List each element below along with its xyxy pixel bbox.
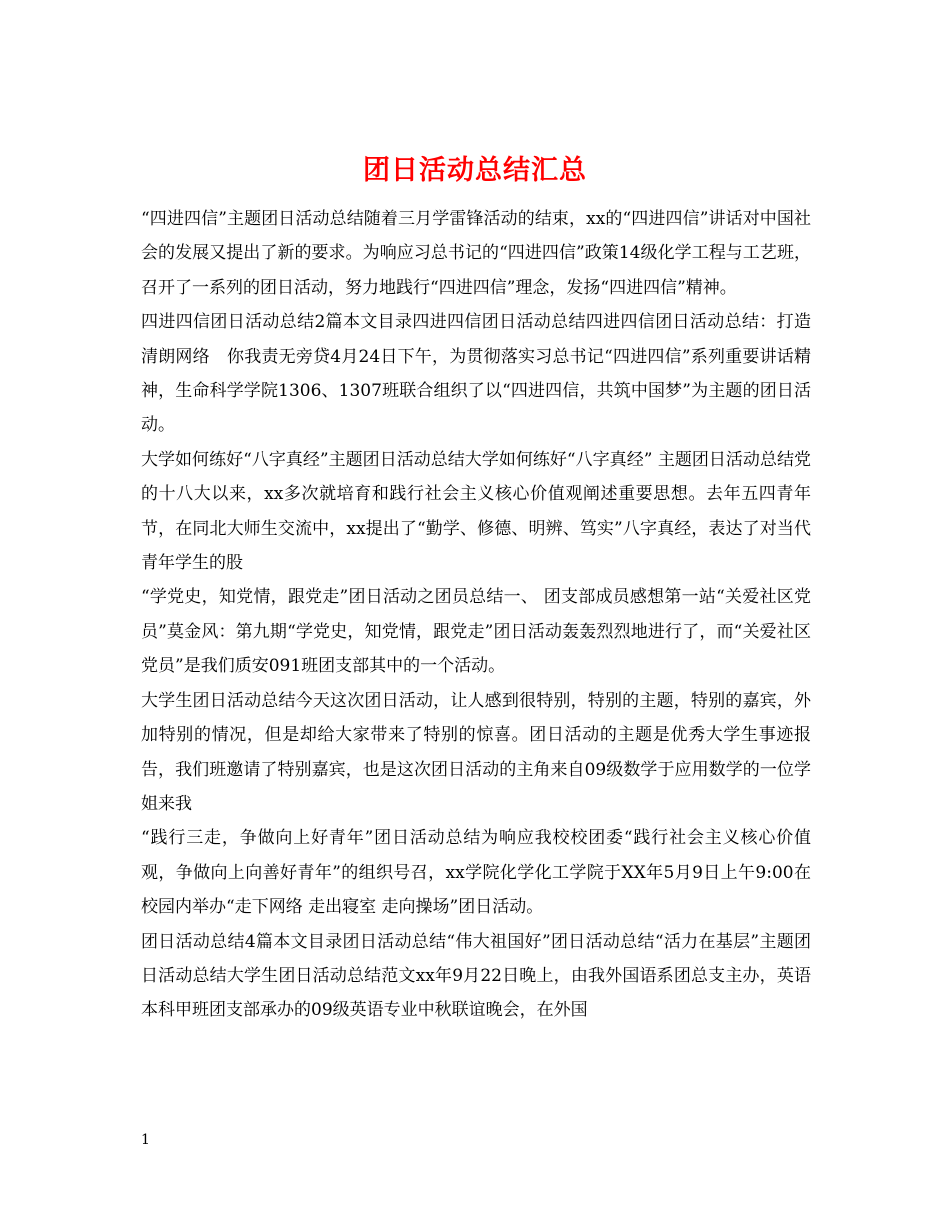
paragraph-1: “四进四信”主题团日活动总结随着三月学雷锋活动的结束，xx的“四进四信”讲话对中国社会的发展又提出了新的要求。为响应习总书记的“四进四信”政策14级化学工程与工艺班，召开了一系列的团日活动，努力地践行“四进四信”理念，发扬“四进四信”精神。: [141, 209, 811, 298]
paragraph-7: 团日活动总结4篇本文目录团日活动总结“伟大祖国好”团日活动总结“活力在基层”主题团日活动总结大学生团日活动总结范文xx年9月22日晚上，由我外国语系团总支主办，英语本科甲班团支部承办的09级英语专业中秋联谊晚会，在外国: [141, 931, 811, 1021]
paragraph-6: “践行三走，争做向上好青年”团日活动总结为响应我校校团委“践行社会主义核心价值观，争做向上向善好青年”的组织号召，xx学院化学化工学院于XX年5月9日上午9:00在校园内举办“走下网络 走出寝室 走向操场”团日活动。: [141, 828, 811, 918]
paragraph-2: 四进四信团日活动总结2篇本文目录四进四信团日活动总结四进四信团日活动总结：打造清朗网络 你我责无旁贷4月24日下午，为贯彻落实习总书记“四进四信”系列重要讲话精神，生命科学学院1306、1307班联合组织了以“四进四信，共筑中国梦”为主题的团日活动。: [141, 312, 811, 436]
paragraph-5: 大学生团日活动总结今天这次团日活动，让人感到很特别，特别的主题，特别的嘉宾，外加特别的情况，但是却给大家带来了特别的惊喜。团日活动的主题是优秀大学生事迹报告，我们班邀请了特别嘉宾，也是这次团日活动的主角来自09级数学于应用数学的一位学姐来我: [141, 690, 811, 814]
document-title: 团日活动总结汇总: [363, 155, 587, 187]
page-number: 1: [141, 1132, 150, 1148]
paragraph-3: 大学如何练好“八字真经”主题团日活动总结大学如何练好“八字真经” 主题团日活动总结党的十八大以来，xx多次就培育和践行社会主义核心价值观阐述重要思想。去年五四青年节，在同北大师生交流中，xx提出了“勤学、修德、明辨、笃实”八字真经，表达了对当代青年学生的股: [141, 449, 811, 574]
paragraph-4: “学党史，知党情，跟党走”团日活动之团员总结一、 团支部成员感想第一站“关爱社区党员”莫金风：第九期“学党史，知党情，跟党走”团日活动轰轰烈烈地进行了，而“关爱社区党员”是我们质安091班团支部其中的一个活动。: [141, 587, 811, 677]
document-body: [141, 202, 811, 1028]
